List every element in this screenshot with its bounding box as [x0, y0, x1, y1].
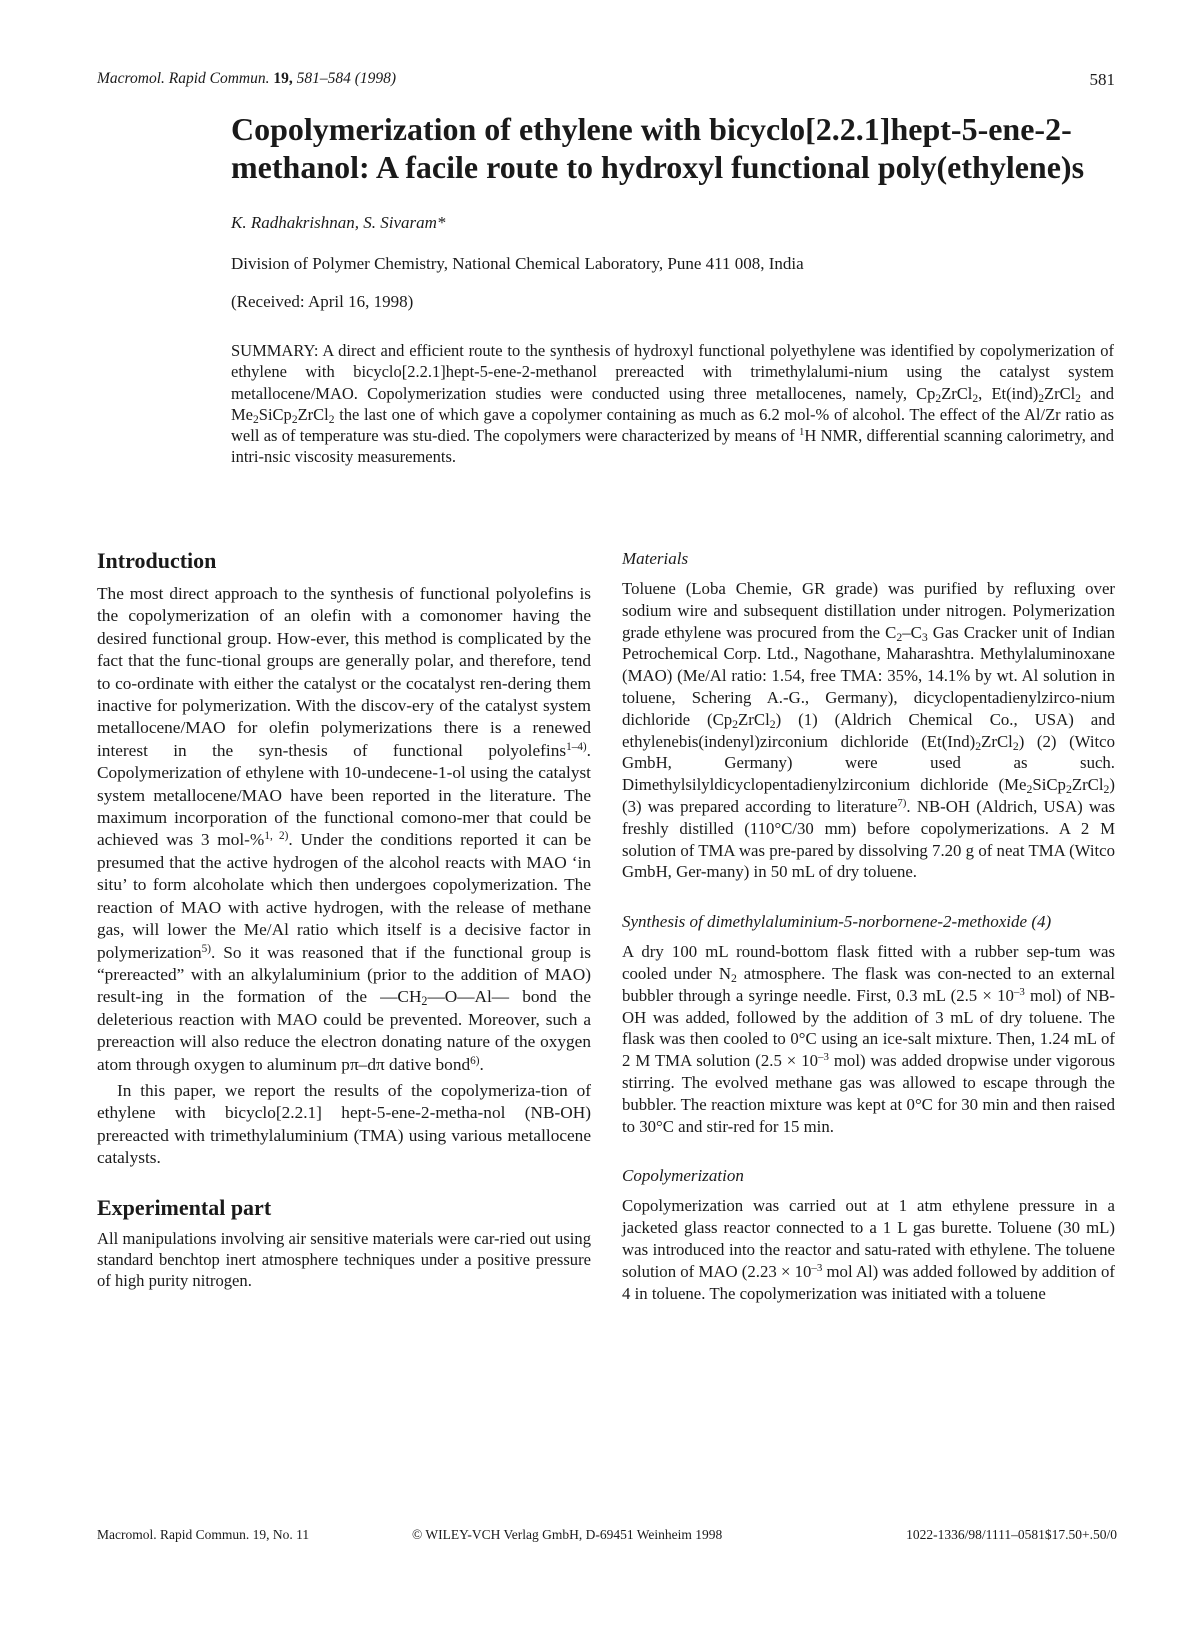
right-column: [622, 548, 1115, 1332]
materials-paragraph: Toluene (Loba Chemie, GR grade) was purified by refluxing over sodium wire and subsequent distillation under nitrogen. Polymerization grade ethylene was procured from the $C_2-C_3$ Gas Cracker unit of Indian Petrochemical Corp. Ltd., Nagothane, Maharashtra. Methylaluminoxane (MAO) (Me/Al ratio: 1.54, free TMA: 35%, 14.1% by wt. Al solution in toluene, Schering A.-G., Germany), dicyclopentadienylzirco-nium dichloride $(Cp_2ZrCl_2)$ (1) (Aldrich Chemical Co., USA) and ethylenebis(indenyl)zirconium dichloride $(Et(Ind)_2ZrCl_2)$ (2) (Witco GmbH, Germany) were used as such. Dimethylsilyldicyclopentadienylzirconium dichloride $(Me_2SiCp_2ZrCl_2)$ (3) was prepared according to literature$^{7)}$. NB-OH (Aldrich, USA) was freshly distilled (110°C/30 mm) before copolymerizations. A 2 M solution of TMA was pre-pared by dissolving 7.20 g of neat TMA (Witco GmbH, Ger-many) in 50 mL of dry toluene.: [622, 579, 1116, 882]
experimental-paragraph: All manipulations involving air sensitive materials were car-ried out using standard benchtop inert atmosphere techniques under a positive pressure of high purity nitrogen.: [97, 1228, 591, 1290]
summary-abstract: SUMMARY: A direct and efficient route to the synthesis of hydroxyl functional polyethylene was identified by copolymerization of ethylene with bicyclo[2.2.1]hept-5-ene-2-methanol prereacted with trimethylalumi-nium using the catalyst system metallocene/MAO. Copolymerization studies were conducted using three metallocenes, namely, $Cp_2ZrCl_2$, $Et(ind)_2ZrCl_2$ and $Me_2SiCp_2ZrCl_2$ the last one of which gave a copolymer containing as much as 6.2 mol-% of alcohol. The effect of the Al/Zr ratio as well as of temperature was stu-died. The copolymers were characterized by means of $^1$H NMR, differential scanning calorimetry, and intri-nsic viscosity measurements.: [231, 341, 1115, 467]
left-column: [97, 548, 591, 1291]
footer-issn: 1022-1336/98/1111–0581$17.50+.50/0: [906, 1527, 1117, 1542]
copolymerization-heading: Copolymerization: [622, 1166, 744, 1186]
footer-publisher: © WILEY-VCH Verlag GmbH, D-69451 Weinheim 1998: [412, 1527, 723, 1542]
materials-heading: Materials: [622, 549, 689, 568]
journal-volume: 19,: [273, 70, 293, 87]
journal-name: Macromol. Rapid Commun.: [97, 70, 270, 87]
synthesis-paragraph: A dry 100 mL round-bottom flask fitted with a rubber sep-tum was cooled under $N_2$ atmosphere. The flask was con-nected to an external bubbler through a syringe needle. First, 0.3 mL ($2.5 \times 10^{-3}$ mol) of NB-OH was added, followed by the addition of 3 mL of dry toluene. The flask was then cooled to 0°C using an ice-salt mixture. Then, 1.24 mL of 2 M TMA solution ($2.5 \times 10^{-3}$ mol) was added dropwise under vigorous stirring. The evolved methane gas was allowed to escape through the bubbler. The reaction mixture was kept at 0°C for 30 min and then raised to 30°C and stir-red for 15 min.: [622, 942, 1115, 1136]
affiliation: Division of Polymer Chemistry, National Chemical Laboratory, Pune 411 008, India: [231, 254, 804, 273]
introduction-heading: Introduction: [97, 548, 217, 573]
introduction-paragraph-1: The most direct approach to the synthesis of functional polyolefins is the copolymerization of an olefin with a comonomer having the desired functional group. How-ever, this method is complicated by the fact that the func-tional groups are generally polar, and therefore, tend to co-ordinate with either the catalyst or the cocatalyst ren-dering them inactive for polymerization. With the discov-ery of the catalyst system metallocene/MAO for olefin polymerizations there is a renewed interest in the syn-thesis of functional polyolefins$^{1-4)}$. Copolymerization of ethylene with 10-undecene-1-ol using the catalyst system metallocene/MAO have been reported in the literature. The maximum incorporation of the functional comono-mer that could be achieved was 3 mol-%$^{1, 2)}$. Under the conditions reported it can be presumed that the active hydrogen of the alcohol reacts with MAO ‘in situ’ to form alcoholate which then undergoes copolymerization. The reaction of MAO with active hydrogen, with the release of methane gas, will lower the Me/Al ratio which itself is a decisive factor in polymerization$^{5)}$. So it was reasoned that if the functional group is “prereacted” with an alkylaluminium (prior to the addition of MAO) result-ing in the formation of the $—CH_2—O—Al—$ bond the deleterious reaction with MAO could be prevented. Moreover, such a prereaction will also reduce the electron donating nature of the oxygen atom through oxygen to aluminum pπ–dπ dative bond$^{6)}$.: [97, 584, 591, 1074]
synthesis-heading: Synthesis of dimethylaluminium-5-norbornene-2-methoxide (4): [622, 912, 1052, 932]
received-date: (Received: April 16, 1998): [231, 292, 414, 311]
introduction-paragraph-2: In this paper, we report the results of the copolymeriza-tion of ethylene with bicyclo[2.2.1] hept-5-ene-2-metha-nol (NB-OH) prereacted with trimethylaluminium (TMA) using various metallocene catalysts.: [97, 1080, 591, 1168]
footer-journal: Macromol. Rapid Commun. 19, No. 11: [97, 1527, 310, 1542]
article-title: Copolymerization of ethylene with bicyclo[2.2.1]hept-5-ene-2-methanol: A facile route to hydroxyl functional poly(ethylene)s: [231, 111, 1085, 185]
page-number: 581: [1089, 70, 1115, 89]
running-head: [97, 70, 1115, 88]
copolymerization-paragraph: Copolymerization was carried out at 1 atm ethylene pressure in a jacketed glass reactor connected to a 1 L gas burette. Toluene (30 mL) was introduced into the reactor and satu-rated with ethylene. The toluene solution of MAO ($2.23 \times 10^{-3}$ mol Al) was added followed by addition of 4 in toluene. The copolymerization was initiated with a toluene: [622, 1196, 1116, 1303]
authors: K. Radhakrishnan, S. Sivaram*: [231, 213, 446, 232]
journal-pages: 581–584 (1998): [296, 70, 397, 87]
experimental-heading: Experimental part: [97, 1194, 272, 1220]
